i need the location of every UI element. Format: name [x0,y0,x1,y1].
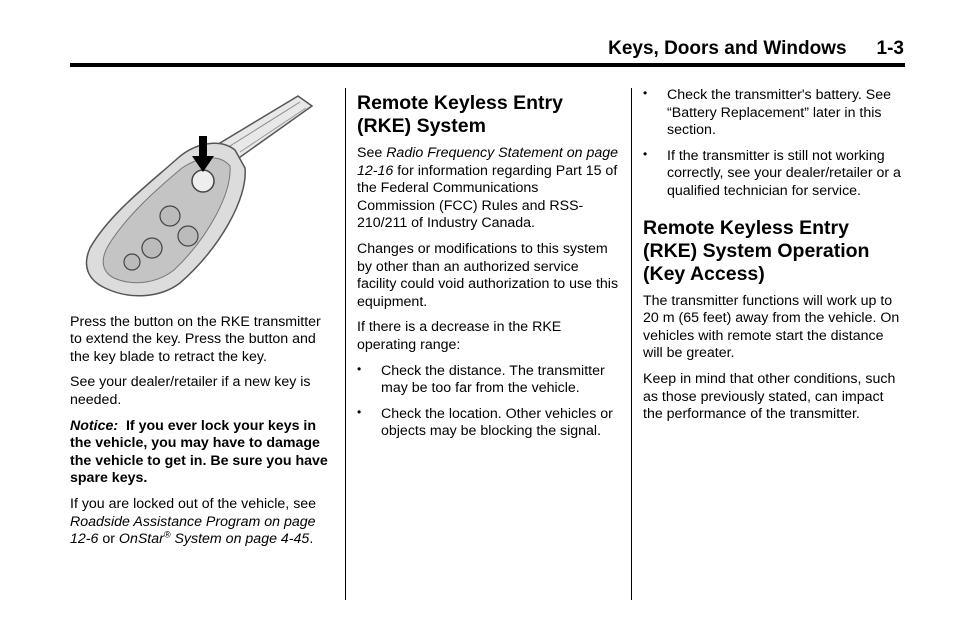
registered-mark: ® [163,529,171,540]
paragraph [357,145,619,233]
paragraph: See your dealer/retailer if a new key is needed. [70,374,311,408]
paragraph: Keep in mind that other conditions, such as those previously stated, can impact the performance of the transmitter. [643,370,896,423]
notice-label: Notice: [70,417,119,434]
text: System on page 4-45 [170,531,310,548]
list-item [643,87,905,140]
column-divider [631,88,632,600]
paragraph: Press the button on the RKE transmitter to extend the key. Press the button and the key blade to retract the key. [70,313,321,365]
list-item [357,406,619,441]
page-header [608,38,904,60]
text: . [309,531,314,548]
bullet-list [357,363,619,441]
paragraph: The transmitter functions will work up to 20 m (65 feet) away from the vehicle. On vehicles with remote start the distance will be greater. [643,292,900,362]
section-title: Keys, Doors and Windows [608,38,847,59]
text: OnStar [118,531,164,548]
text: See [357,145,387,161]
bullet-icon: • [357,361,362,376]
notice-paragraph [70,418,332,488]
bullet-icon: • [643,146,648,161]
text: for information regarding Part 15 of the Federal Communications Commission (FCC) Rules and RSS-210/211 of Industry Canada. [357,162,618,232]
list-item [643,148,905,201]
section-heading: Remote Keyless Entry (RKE) System [357,92,563,137]
column-3 [643,87,905,432]
notice-text: If you ever lock your keys in the vehicle, you may have to damage the vehicle to get in. Be sure you have spare keys. [70,417,328,487]
paragraph: Changes or modifications to this system by other than an authorized service facility could void authorization to use this equipment. [357,240,619,310]
bullet-icon: • [357,404,362,419]
cross-reference-link[interactable] [119,531,309,547]
list-item [357,363,619,398]
bullet-icon: • [643,86,648,100]
column-1 [70,88,332,557]
text: If you are locked out of the vehicle, see [70,495,317,512]
bullet-list [643,87,905,201]
cross-reference-link[interactable]: Radio Frequency Statement on page 12-16 [357,145,619,179]
column-divider [345,88,346,600]
text: Check the transmitter's battery. See “Battery Replacement” later in this section. [667,87,892,139]
text: If the transmitter is still not working correctly, see your dealer/retailer or a qualified technician for service. [667,147,901,199]
paragraph: If there is a decrease in the RKE operating range: [357,319,562,353]
column-2 [357,92,619,449]
header-rule [70,63,905,67]
text: Check the distance. The transmitter may be too far from the vehicle. [381,362,605,397]
text: Check the location. Other vehicles or objects may be blocking the signal. [381,405,613,440]
section-heading: Remote Keyless Entry (RKE) System Operation (Key Access) [643,216,870,285]
cross-reference-link[interactable]: Roadside Assistance Program on page 12-6 [70,513,316,548]
key-fob-illustration [70,88,332,300]
page-number: 1-3 [876,38,904,59]
text: or [98,531,119,548]
paragraph [70,496,332,549]
